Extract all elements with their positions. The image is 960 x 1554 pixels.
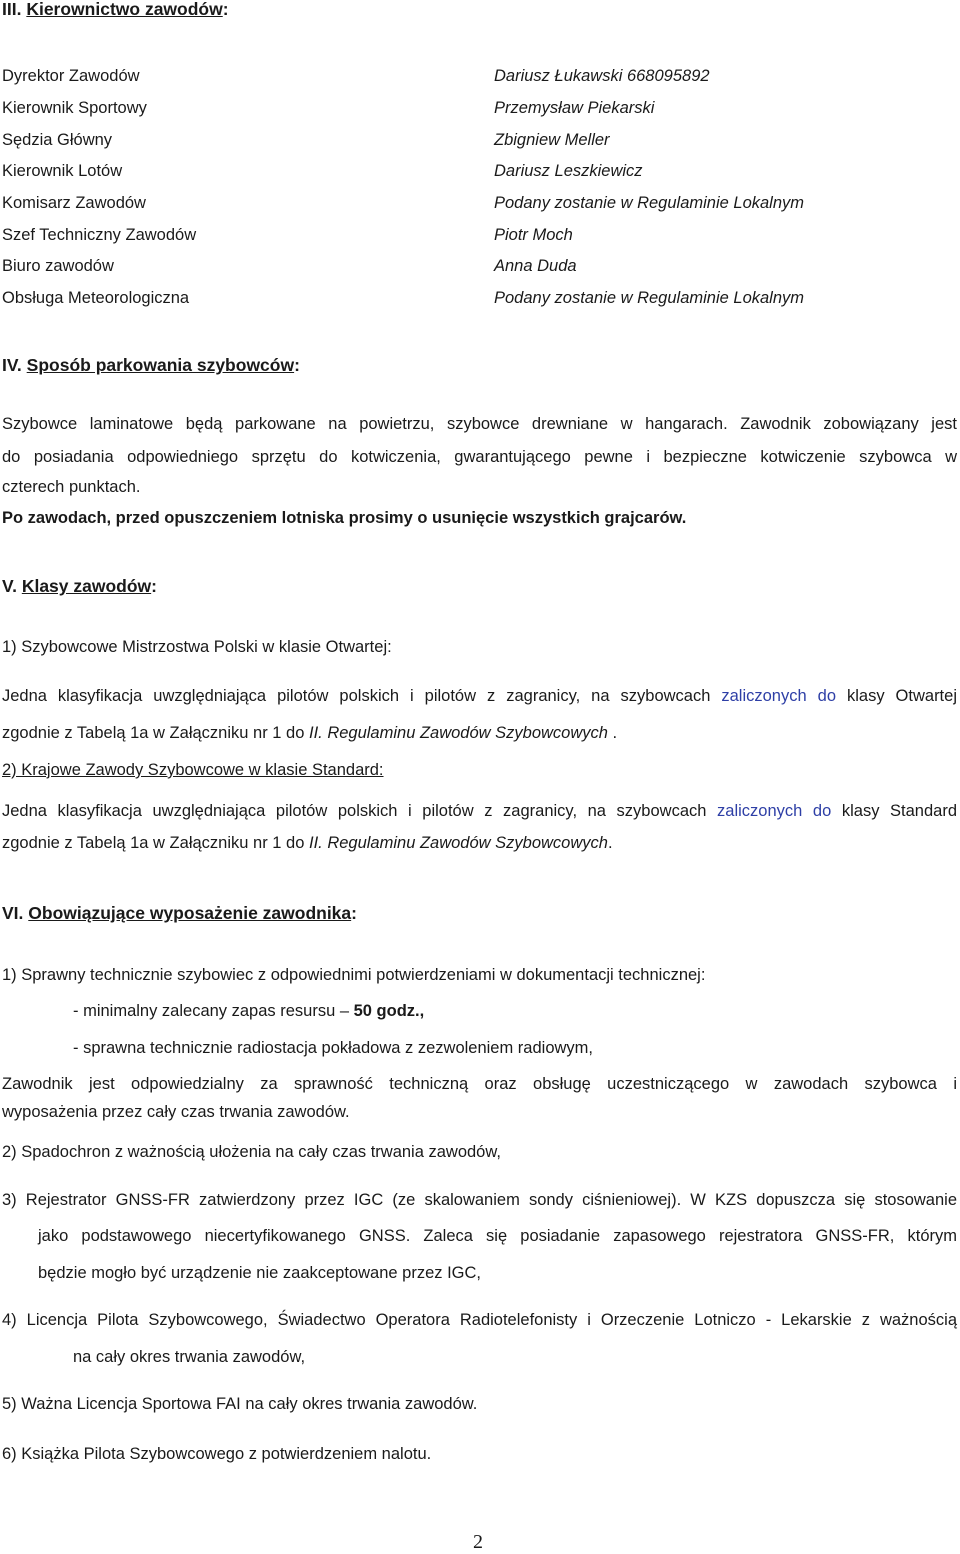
section-6-colon: : bbox=[351, 903, 357, 923]
section-6-heading bbox=[2, 903, 357, 924]
staff-role: Sędzia Główny bbox=[2, 131, 113, 149]
equipment-item-3-line-2: jako podstawowego niecertyfikowanego GNSS. Zaleca się posiadanie zapasowego rejestratora GNSS-FR, którym bbox=[38, 1227, 957, 1245]
equipment-item-5: 5) Ważna Licencja Sportowa FAI na cały okres trwania zawodów. bbox=[2, 1395, 478, 1413]
section-3-heading bbox=[2, 0, 229, 20]
section-3-title: Kierownictwo zawodów bbox=[26, 0, 223, 19]
class-2-ref-text: zgodnie z Tabelą 1a w Załączniku nr 1 do bbox=[2, 834, 305, 852]
responsibility-line-2: wyposażenia przez cały czas trwania zawodów. bbox=[2, 1103, 350, 1121]
equipment-item-2: 2) Spadochron z ważnością ułożenia na cały czas trwania zawodów, bbox=[2, 1143, 501, 1161]
staff-name: Podany zostanie w Regulaminie Lokalnym bbox=[494, 194, 805, 212]
class-1-text-end: klasy Otwartej bbox=[846, 687, 957, 705]
class-1-link-text: zaliczonych do bbox=[721, 687, 836, 705]
regulation-reference: II. Regulaminu Zawodów Szybowcowych bbox=[308, 724, 608, 742]
equipment-item-1-sub-2: - sprawna technicznie radiostacja pokładowa z zezwoleniem radiowym, bbox=[73, 1039, 593, 1057]
staff-name: Podany zostanie w Regulaminie Lokalnym bbox=[494, 289, 805, 307]
regulation-reference: II. Regulaminu Zawodów Szybowcowych bbox=[308, 834, 608, 852]
class-2-text-end: klasy Standard bbox=[841, 802, 958, 820]
resource-hours: 50 godz. bbox=[353, 1002, 420, 1020]
section-5-title: Klasy zawodów bbox=[21, 576, 152, 596]
section-6-title: Obowiązujące wyposażenie zawodnika bbox=[28, 903, 352, 923]
staff-name: Dariusz Łukawski 668095892 bbox=[494, 67, 710, 85]
staff-role: Kierownik Sportowy bbox=[2, 99, 147, 117]
equipment-item-1: 1) Sprawny technicznie szybowiec z odpowiednimi potwierdzeniami w dokumentacji technicznej: bbox=[2, 966, 706, 984]
staff-name: Piotr Moch bbox=[494, 226, 573, 244]
class-1-line-2 bbox=[2, 724, 617, 743]
staff-role: Kierownik Lotów bbox=[2, 162, 123, 180]
staff-role: Biuro zawodów bbox=[2, 257, 114, 275]
parking-line-2: do posiadania odpowiedniego sprzętu do kotwiczenia, gwarantującego pewne i bezpieczne kotwiczenie szybowca w bbox=[2, 448, 957, 466]
class-2-period: . bbox=[607, 834, 613, 852]
equipment-item-3-line-1: 3) Rejestrator GNSS-FR zatwierdzony przez IGC (ze skalowaniem sondy ciśnieniowej). W KZS dopuszcza się stosowanie bbox=[2, 1191, 957, 1209]
page-number: 2 bbox=[473, 1531, 483, 1553]
responsibility-line-1: Zawodnik jest odpowiedzialny za sprawność techniczną oraz obsługę uczestniczącego w zawodach szybowca i bbox=[2, 1075, 957, 1093]
staff-name: Przemysław Piekarski bbox=[494, 99, 655, 117]
section-4-number: IV. bbox=[2, 355, 22, 375]
section-4-heading bbox=[2, 355, 300, 376]
class-2-heading bbox=[2, 761, 384, 780]
staff-name: Zbigniew Meller bbox=[494, 131, 610, 149]
class-1-text: Jedna klasyfikacja uwzględniająca pilotów polskich i pilotów z zagranicy, na szybowcach bbox=[2, 687, 711, 705]
equipment-item-1-sub-1 bbox=[73, 1002, 424, 1021]
staff-role: Dyrektor Zawodów bbox=[2, 67, 140, 85]
parking-bold-note: Po zawodach, przed opuszczeniem lotniska prosimy o usunięcie wszystkich grajcarów. bbox=[2, 509, 687, 527]
section-5-heading bbox=[2, 576, 157, 597]
section-3-number: III. bbox=[2, 0, 22, 19]
class-1-ref-text: zgodnie z Tabelą 1a w Załączniku nr 1 do bbox=[2, 724, 305, 742]
staff-role: Szef Techniczny Zawodów bbox=[2, 226, 197, 244]
equipment-item-4-line-2: na cały okres trwania zawodów, bbox=[73, 1348, 306, 1366]
staff-name: Dariusz Leszkiewicz bbox=[494, 162, 643, 180]
class-1-heading: 1) Szybowcowe Mistrzostwa Polski w klasie Otwartej: bbox=[2, 638, 392, 656]
parking-line-3: czterech punktach. bbox=[2, 478, 141, 496]
class-1-line-1 bbox=[2, 687, 957, 706]
section-4-colon: : bbox=[294, 355, 300, 375]
section-4-title: Sposób parkowania szybowców bbox=[26, 355, 295, 375]
section-5-number: V. bbox=[2, 576, 17, 596]
class-2-line-1 bbox=[2, 802, 957, 821]
equipment-item-3-line-3: będzie mogło być urządzenie nie zaakceptowane przez IGC, bbox=[38, 1264, 481, 1282]
staff-name: Anna Duda bbox=[494, 257, 577, 275]
class-2-line-2 bbox=[2, 834, 613, 853]
resource-text: - minimalny zalecany zapas resursu – bbox=[73, 1002, 354, 1020]
parking-line-1: Szybowce laminatowe będą parkowane na powietrzu, szybowce drewniane w hangarach. Zawodnik zobowiązany jest bbox=[2, 415, 957, 433]
class-2-link-text: zaliczonych do bbox=[717, 802, 832, 820]
section-5-colon: : bbox=[151, 576, 157, 596]
staff-role: Obsługa Meteorologiczna bbox=[2, 289, 190, 307]
resource-comma: , bbox=[419, 1002, 425, 1020]
equipment-item-6: 6) Książka Pilota Szybowcowego z potwierdzeniem nalotu. bbox=[2, 1445, 432, 1463]
section-3-colon: : bbox=[222, 0, 229, 19]
section-6-number: VI. bbox=[2, 903, 24, 923]
equipment-item-4-line-1: 4) Licencja Pilota Szybowcowego, Świadectwo Operatora Radiotelefonisty i Orzeczenie Lotniczo - Lekarskie z ważnością bbox=[2, 1311, 957, 1329]
staff-role: Komisarz Zawodów bbox=[2, 194, 146, 212]
class-2-text: Jedna klasyfikacja uwzględniająca pilotów polskich i pilotów z zagranicy, na szybowcach bbox=[2, 802, 707, 820]
class-1-period: . bbox=[607, 724, 618, 742]
class-2-heading-text: 2) Krajowe Zawody Szybowcowe w klasie Standard: bbox=[2, 761, 384, 779]
